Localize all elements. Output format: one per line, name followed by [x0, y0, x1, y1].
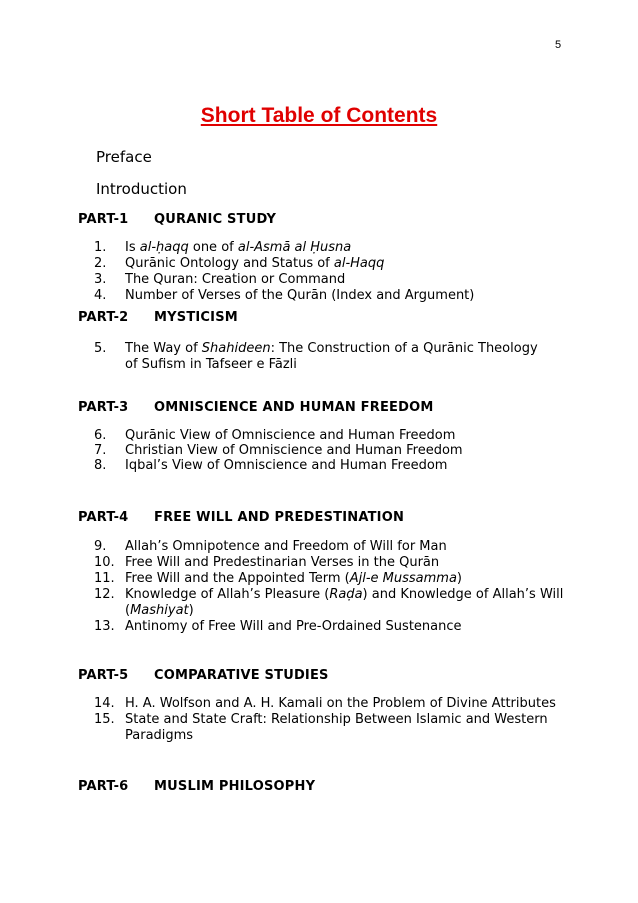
entry-title: The Quran: Creation or Command [125, 272, 346, 287]
part-title: OMNISCIENCE AND HUMAN FREEDOM [154, 400, 434, 415]
entry-number: 11. [94, 571, 115, 586]
entry-number: 1. [94, 240, 107, 255]
toc-entry [94, 458, 574, 474]
toc-entry [94, 341, 544, 373]
toc-entry [94, 240, 574, 256]
entry-number: 8. [94, 458, 107, 473]
toc-entry [94, 571, 574, 587]
page-title: Short Table of Contents [200, 104, 438, 127]
entry-number: 7. [94, 443, 107, 458]
toc-introduction: Introduction [96, 180, 187, 198]
entry-title: State and State Craft: Relationship Between Islamic and Western Paradigms [125, 712, 548, 743]
toc-entry [94, 443, 574, 459]
entry-number: 2. [94, 256, 107, 271]
part-title: FREE WILL AND PREDESTINATION [154, 510, 405, 525]
entry-title: The Way of Shahideen: The Construction of a Qurānic Theology of Sufism in Tafseer e Fāzli [125, 341, 538, 372]
toc-entry [94, 712, 564, 744]
entry-title: Number of Verses of the Qurān (Index and Argument) [125, 288, 475, 303]
entry-title: Christian View of Omniscience and Human Freedom [125, 443, 463, 458]
entry-number: 6. [94, 428, 107, 443]
entry-number: 9. [94, 539, 107, 554]
entry-number: 10. [94, 555, 115, 570]
part-heading [78, 779, 315, 794]
toc-entry [94, 539, 574, 555]
entry-title: Knowledge of Allah’s Pleasure (Raḍa) and Knowledge of Allah’s Will (Mashiyat) [125, 587, 564, 618]
toc-entry [94, 696, 584, 712]
toc-entry [94, 428, 574, 444]
entry-title: Qurānic View of Omniscience and Human Freedom [125, 428, 456, 443]
entry-number: 3. [94, 272, 107, 287]
toc-preface: Preface [96, 148, 152, 166]
part-label: PART-2 [78, 310, 129, 325]
toc-entry [94, 587, 569, 619]
toc-entry [94, 288, 574, 304]
part-title: MYSTICISM [154, 310, 238, 325]
toc-entry [94, 555, 574, 571]
part-heading [78, 212, 276, 227]
toc-entry [94, 256, 574, 272]
part-label: PART-6 [78, 779, 129, 794]
part-title: QURANIC STUDY [154, 212, 277, 227]
entry-title: Iqbal’s View of Omniscience and Human Freedom [125, 458, 448, 473]
entry-number: 5. [94, 341, 107, 356]
entry-title: Free Will and Predestinarian Verses in the Qurān [125, 555, 440, 570]
entry-number: 12. [94, 587, 115, 602]
entry-number: 13. [94, 619, 115, 634]
entry-title: H. A. Wolfson and A. H. Kamali on the Problem of Divine Attributes [125, 696, 556, 711]
part-label: PART-3 [78, 400, 129, 415]
toc-entry [94, 272, 574, 288]
part-label: PART-1 [78, 212, 129, 227]
entry-title: Is al-ḥaqq one of al-Asmā al Ḥusna [125, 240, 352, 255]
part-label: PART-4 [78, 510, 129, 525]
toc-entry [94, 619, 574, 635]
part-title: MUSLIM PHILOSOPHY [154, 779, 316, 794]
entry-number: 14. [94, 696, 115, 711]
part-heading [78, 510, 404, 525]
part-title: COMPARATIVE STUDIES [154, 668, 329, 683]
part-heading [78, 400, 433, 415]
entry-title: Free Will and the Appointed Term (Ajl-e Mussamma) [125, 571, 462, 586]
entry-number: 4. [94, 288, 107, 303]
entry-title: Antinomy of Free Will and Pre-Ordained Sustenance [125, 619, 462, 634]
part-label: PART-5 [78, 668, 129, 683]
page-number: 5 [555, 39, 562, 51]
entry-title: Allah’s Omnipotence and Freedom of Will for Man [125, 539, 447, 554]
part-heading [78, 668, 329, 683]
part-heading [78, 310, 238, 325]
entry-title: Qurānic Ontology and Status of al-Haqq [125, 256, 385, 271]
entry-number: 15. [94, 712, 115, 727]
